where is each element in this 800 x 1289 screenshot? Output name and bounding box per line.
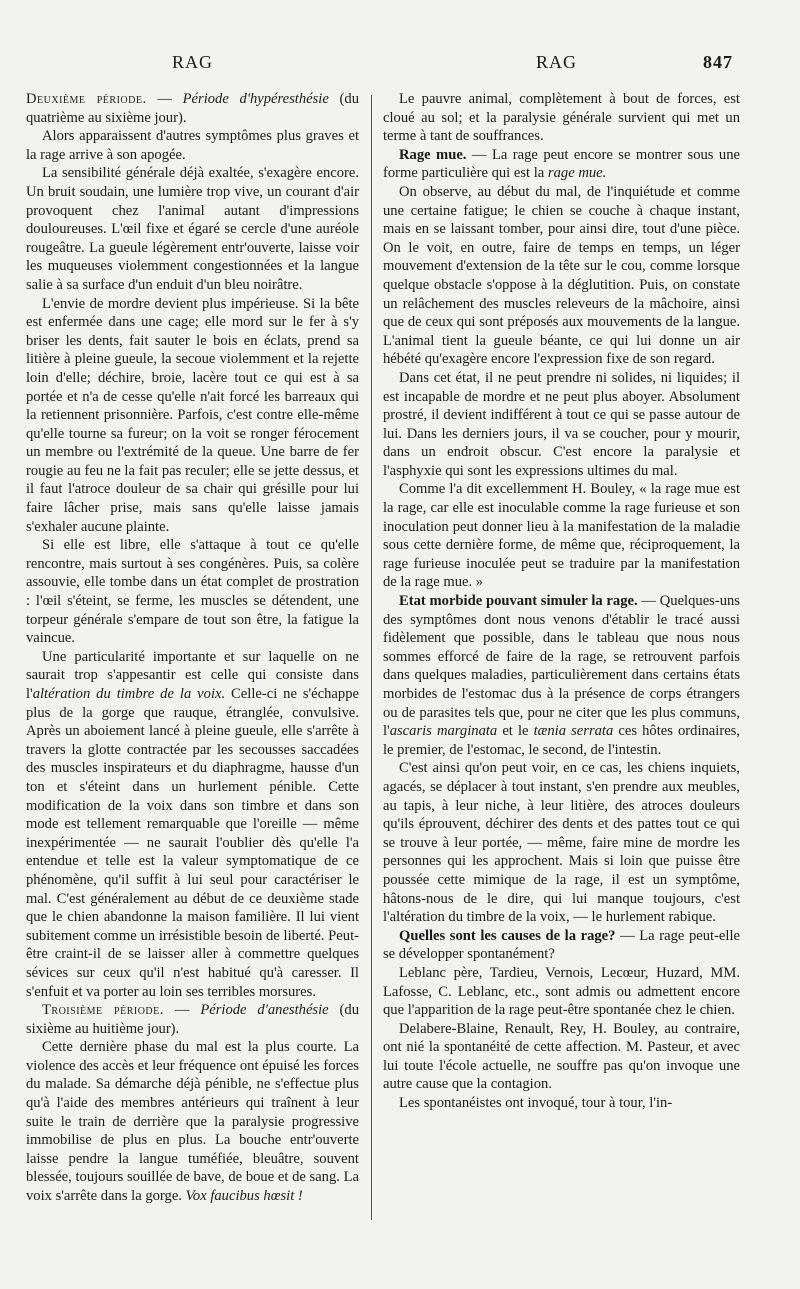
paragraph: Les spontanéistes ont invoqué, tour à tour, l'in- <box>399 1095 673 1112</box>
paragraph: Le pauvre animal, complètement à bout de forces, est cloué au sol; et la paralysie générale survient qui met un terme à tant de souffrances. <box>383 91 740 145</box>
running-head-left: RAG <box>172 52 214 72</box>
section-heading: Etat morbide pouvant simuler la rage. <box>399 593 638 610</box>
section-title: Période d'hypéresthésie <box>182 91 329 107</box>
paragraph <box>383 592 740 759</box>
paragraph-text: — La rage peut encore se montrer sous une forme particulière qui est la <box>383 146 740 182</box>
paragraph <box>383 146 740 183</box>
italic-term: tænia serrata <box>533 723 614 740</box>
paragraph: On observe, au début du mal, de l'inquiétude et comme une certaine fatigue; le chien se couche à chaque instant, mais en se laissant tomber, pour ainsi dire, tout d'une pièce. On le voit, en outre, faire de temps en temps, un léger mouvement d'extension de la tête sur le cou, comme lorsque quelque obstacle s'oppose à la déglutition. Puis, on constate un relâchement des muscles releveurs de la mâchoire, ainsi que de ceux qui sont préposés aux mouvements de la langue. L'animal tient la gueule béante, ce qui lui donne un air hébété qu'exagère encore l'expression fixe de son regard. <box>383 183 740 368</box>
paragraph-text: Cette dernière phase du mal est la plus courte. La violence des accès et leur fréquence ont épuisé les forces du malade. Sa démarche déjà pénible, ne s'effectue plus qu'à l'aide des membres antérieurs qui traînent à leur suite le train de derrière que la paralysie progressive immobilise de plus en plus. La bouche entr'ouverte laisse pendre la langue tuméfiée, bleuâtre, souvent blessée, toujours souillée de bave, de boue et de sang. La voix s'arrête dans la gorge. <box>26 1039 359 1205</box>
right-column <box>383 90 740 1113</box>
section-title: Période d'anesthésie <box>200 1002 329 1019</box>
italic-phrase: altération du timbre de la voix. <box>32 686 226 702</box>
running-head-right: RAG <box>536 52 578 72</box>
page-number: 847 <box>703 52 733 72</box>
paragraph <box>26 648 359 1001</box>
paragraph <box>383 927 740 964</box>
paragraph <box>26 1038 359 1205</box>
paragraph-text: — Quelques-uns des symptômes dont nous venons d'établir le tracé aussi fidèlement que possible, dans le tableau que nous nous sommes efforcé de faire de la rage, se retrouvent parfois dans quelques maladies, particulièrement dans certains états morbides de l'estomac dus à la présence de corps étrangers ou de parasites tels que, pour ne citer que les plus communs, l' <box>383 593 740 740</box>
section-lead: Deuxième période. <box>26 91 147 107</box>
paragraph: Si elle est libre, elle s'attaque à tout ce qu'elle rencontre, mais surtout à ses congénères. Puis, sa colère assouvie, elle tombe dans un état complet de prostration : l'œil s'éteint, se ferme, les muscles se détendent, une torpeur générale s'empare de tout son être, la fatigue la vaincue. <box>26 537 359 647</box>
paragraph: La sensibilité générale déjà exaltée, s'exagère encore. Un bruit soudain, une lumière trop vive, un courant d'air provoquent chez l'animal autant d'impressions douloureuses. L'œil fixe et égaré se cercle d'une auréole rougeâtre. La gueule légèrement entr'ouverte, laisse voir les muqueuses violemment congestionnées et la langue salie à sa surface d'un enduit d'un bleu noirâtre. <box>26 165 359 293</box>
paragraph: Troisième période. — Période d'anesthésie (du sixième au huitième jour). <box>26 1002 359 1037</box>
latin-quote: Vox faucibus hœsit ! <box>185 1188 303 1205</box>
paragraph: L'envie de mordre devient plus impérieuse. Si la bête est enfermée dans une cage; elle mord sur le fer à s'y briser les dents, fait sauter le bois en éclats, prend sa litière à pleine gueule, la secoue violemment et la rejette loin d'elle; déchire, broie, lacère tout ce qui est à sa portée et n'a de cesse qu'elle n'ait forcé les barreaux qui la retiennent prisonnière. Parfois, c'est contre elle-même qu'elle tourne sa fureur; on la voit se ronger férocement un membre ou l'extrémité de la queue. Une barre de fer rougie au feu ne la fait pas reculer; elle se jette dessus, et il faut l'atroce douleur de sa chair qui grésille pour lui faire lâcher prise, mais sans qu'elle laisse jamais s'exhaler aucune plainte. <box>26 295 359 535</box>
paragraph-text: — La rage peut-elle se développer spontanément? <box>383 927 740 963</box>
section-heading: Quelles sont les causes de la rage? <box>399 927 616 944</box>
left-column <box>26 90 359 1206</box>
paragraph-text: et le <box>497 723 534 740</box>
italic-phrase: rage mue. <box>547 165 607 182</box>
paragraph: Alors apparaissent d'autres symptômes plus graves et la rage arrive à son apogée. <box>26 128 359 163</box>
section-lead: Troisième période. <box>42 1002 164 1019</box>
italic-term: ascaris marginata <box>389 723 498 740</box>
section-heading: Rage mue. <box>399 146 467 163</box>
paragraph: Dans cet état, il ne peut prendre ni solides, ni liquides; il est incapable de mordre et ne peut plus aboyer. Absolument prostré, il devient indifférent à tout ce qui se passe autour de lui. Dans les derniers jours, il va se coucher, pour y mourir, dans un endroit obscur. C'est encore la paralysie et l'asphyxie qui sont les expressions ultimes du mal. <box>383 369 740 479</box>
paragraph: Leblanc père, Tardieu, Vernois, Lecœur, Huzard, MM. Lafosse, C. Leblanc, etc., sont admis ou admettent encore que l'apparition de la rage peut-être spontanée chez le chien. <box>383 964 740 1019</box>
paragraph: C'est ainsi qu'on peut voir, en ce cas, les chiens inquiets, agacés, se déplacer à tout instant, s'en prendre aux meubles, au tapis, à leur niche, à leur litière, des atroces douleurs qu'ils éprouvent, déchirer des dents et des pattes tout ce qui se trouve à leur portée, — même, faire mine de mordre les personnes qui les approchent. Mais si loin que puisse être poussée cette mimique de la rage, il est un symptôme, hâtons-nous de le dire, qui lui manque toujours, c'est l'altération du timbre de la voix, — le hurlement rabique. <box>383 760 740 926</box>
paragraph: Deuxième période. — Période d'hypéresthésie (du quatrième au sixième jour). <box>26 91 359 126</box>
paragraph-text: Une particularité importante et sur laquelle on ne saurait trop s'appesantir est celle qui consiste dans l' <box>26 648 359 702</box>
column-divider <box>371 95 372 1220</box>
paragraph: Delabere-Blaine, Renault, Rey, H. Bouley, au contraire, ont nié la spontanéité de cette affection. M. Pasteur, et avec lui toute l'école actuelle, ne souffre pas qu'on invoque une autre cause que la contagion. <box>383 1020 740 1093</box>
paragraph: Comme l'a dit excellemment H. Bouley, « la rage mue est la rage, car elle est inoculable comme la rage furieuse et son inoculation peut donner lieu à la manifestation de la maladie sous cette dernière forme, de même que, réciproquement, la rage furieuse inoculée peut se traduire par la manifestation de la rage mue. » <box>383 481 740 591</box>
paragraph-text: (du sixième au huitième jour). <box>26 1002 359 1037</box>
paragraph-text: Celle-ci ne s'échappe plus de la gorge que rauque, étranglée, convulsive. Après un aboiement lancé à pleine gueule, elle s'arrête à travers la glotte contractée par les secousses saccadées des muscles inspirateurs et du diaphragme, hausse d'un ton et s'éteint dans un hurlement pénible. Cette modification de la voix dans son timbre et dans son mode est tellement remarquable que l'oreille — même inexpérimentée — ne saurait l'oublier dès qu'elle l'a entendue et telle est la valeur symptomatique de ce phénomène, qu'il suffit à lui seul pour caractériser le mal. C'est généralement au début de ce deuxième stade que le chien abandonne la maison familière. Il lui vient subitement comme un irrésistible besoin de liberté. Peut-être craint-il de se laisser aller à commettre quelques sévices sur ceux qu'il n'est habitué qu'à caresser. Il s'enfuit et va porter au loin ses terribles morsures. <box>26 686 359 1000</box>
paragraph-text: (du quatrième au sixième jour). <box>26 91 359 126</box>
paragraph-text: ces hôtes ordinaires, le premier, de l'estomac, le second, de l'intestin. <box>383 723 741 758</box>
